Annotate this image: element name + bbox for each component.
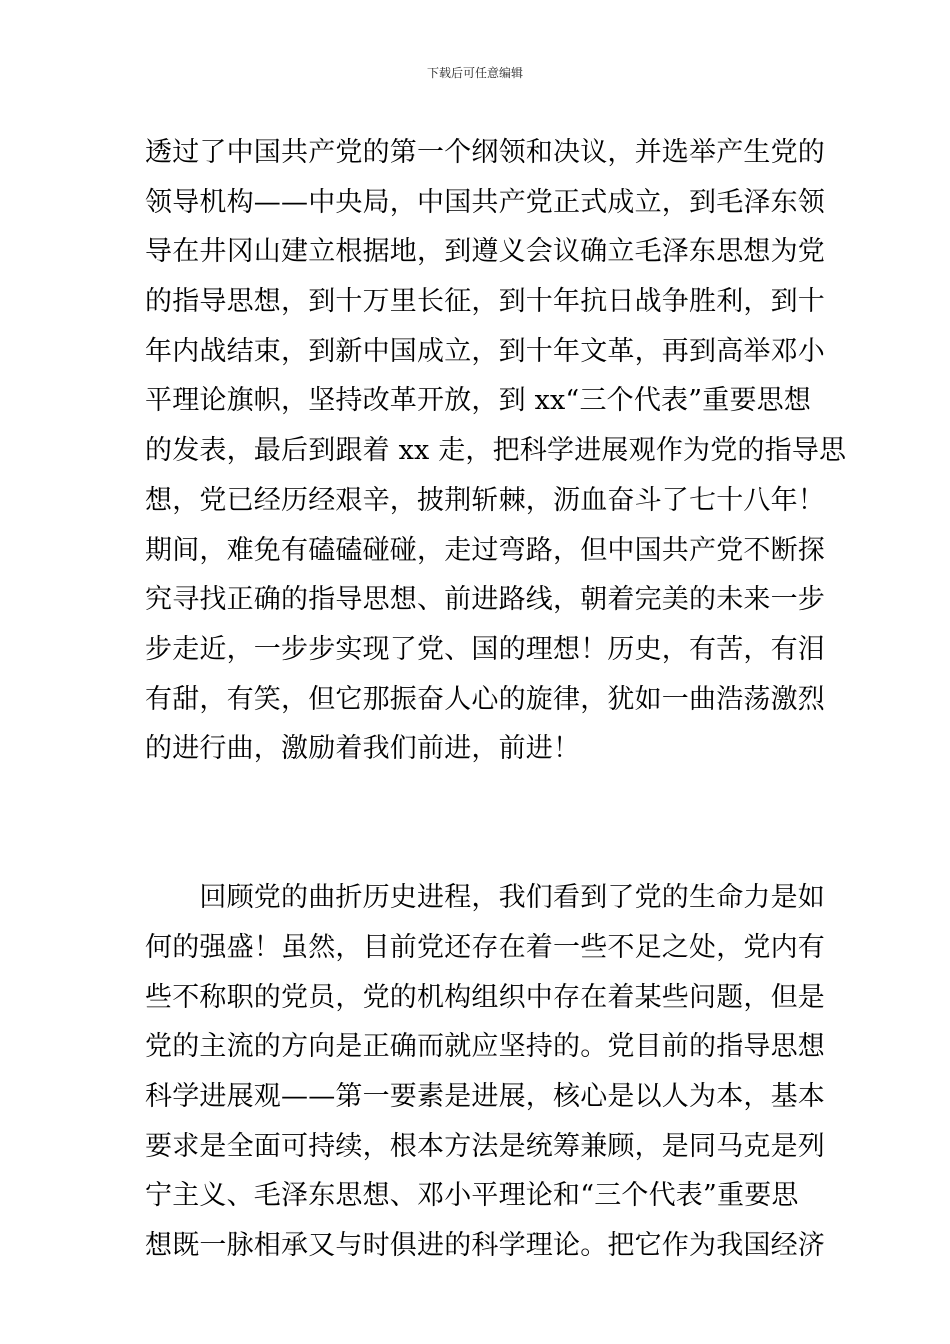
text-line: 宁主义、毛泽东思想、邓小平理论和“三个代表”重要思 — [145, 1180, 799, 1212]
text-line: 年内战结束，到新中国成立，到十年文革，再到高举邓小 — [145, 335, 825, 367]
text-line: 党的主流的方向是正确而就应坚持的。党目前的指导思想 — [145, 1031, 825, 1063]
text-line: 的发表，最后到跟着 xx 走，把科学进展观作为党的指导思 — [145, 435, 847, 467]
text-line: 的指导思想，到十万里长征，到十年抗日战争胜利，到十 — [145, 286, 825, 318]
text-line: 有甜，有笑，但它那振奋人心的旋律，犹如一曲浩荡激烈 — [145, 683, 825, 715]
paragraph-1 — [145, 128, 847, 774]
text-line: 科学进展观——第一要素是进展，核心是以人为本，基本 — [145, 1081, 825, 1113]
text-line: 导在井冈山建立根据地，到遵义会议确立毛泽东思想为党 — [145, 236, 825, 268]
text-line: 想既一脉相承又与时俱进的科学理论。把它作为我国经济 — [145, 1230, 825, 1262]
text-line: 些不称职的党员，党的机构组织中存在着某些问题，但是 — [145, 981, 825, 1013]
text-line: 领导机构——中央局，中国共产党正式成立，到毛泽东领 — [145, 186, 825, 218]
text-line: 步走近，一步步实现了党、国的理想！历史，有苦，有泪 — [145, 633, 825, 665]
text-line: 回顾党的曲折历史进程，我们看到了党的生命力是如 — [145, 882, 825, 914]
document-body — [145, 128, 847, 1271]
text-line: 期间，难免有磕磕碰碰，走过弯路，但中国共产党不断探 — [145, 534, 825, 566]
text-line: 究寻找正确的指导思想、前进路线，朝着完美的未来一步 — [145, 584, 825, 616]
page-header: 下载后可任意编辑 — [426, 66, 523, 80]
text-line: 平理论旗帜，坚持改革开放，到 xx“三个代表”重要思想 — [145, 385, 812, 417]
paragraph-spacer — [145, 824, 817, 874]
text-line: 何的强盛！虽然，目前党还存在着一些不足之处，党内有 — [145, 932, 825, 963]
text-line: 要求是全面可持续，根本方法是统筹兼顾，是同马克是列 — [145, 1130, 825, 1162]
paragraph-2 — [145, 873, 825, 1271]
paragraph-spacer — [145, 774, 817, 824]
text-line: 的进行曲，激励着我们前进，前进！ — [145, 733, 581, 765]
text-line: 想，党已经历经艰辛，披荆斩棘，沥血奋斗了七十八年！ — [145, 484, 825, 516]
text-line: 透过了中国共产党的第一个纲领和决议，并选举产生党的 — [145, 137, 825, 168]
